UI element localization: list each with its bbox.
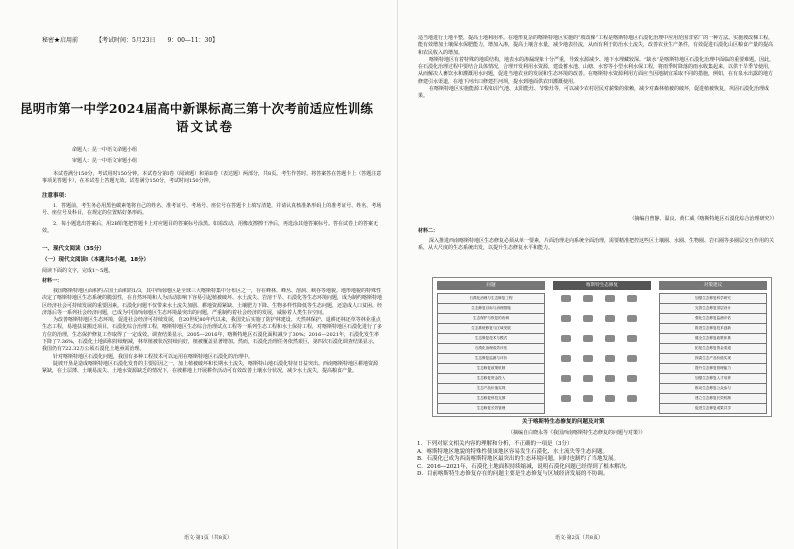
notice-1: 1．答题前，考生务必用黑色碳素笔将自己的姓名、准考证号、考场号、座位号在答题卡上填写清楚，并请认真核准条形码上的准考证号、姓名、考场号、座位号及科目，在规定的位置贴好条形码。 [42, 203, 382, 217]
landscape-photo-icon [561, 355, 571, 362]
material-1-label: 材料一： [42, 278, 63, 284]
landscape-photo-icon [627, 375, 637, 382]
option-a: A．喀斯特地区地貌的特殊性使该地区容易发生石漠化、水土流失等生态问题。 [417, 448, 608, 455]
material-1-body [42, 288, 382, 528]
paragraph: 陡坡开垦是造成喀斯特地区石漠化发育的主要原因之一，加上植被破坏和长期水土流失，喀斯特山地石漠化特征日益突出。西南喀斯特地区耕地资源紧缺，在土层薄、土壤易流失、土地水资源缺乏的情况下，在坡耕地上开展耕作活动可有效改善土壤水分状况，减少水土流失，提高粮食产量。 [42, 360, 379, 375]
landscape-photo-icon [627, 335, 637, 342]
diagram-countermeasure-item: 提升生态修复管理能力 [659, 363, 767, 374]
material-2-text: 深入推进西南喀斯特地区生态修复必须从单一要素，片面治理走向系统全面治理，需要精准把控这些区土壤圈、水圈、生物圈、岩石圈等多圈层交互作用的关系，从大尺度的生态系统出发，以提升生态修复水平和能力。 [418, 238, 775, 252]
diagram-header-problems: 问题 [437, 281, 545, 290]
question-1 [417, 441, 777, 479]
credit-reviewer: 审题人：昆一中语文审题小组 [72, 158, 138, 164]
diagram-countermeasure-item: 探索生态产品价值实现 [659, 353, 767, 364]
diagram-problem-item: 生态保护与恢复的协调 [437, 313, 545, 324]
page-footer-right: 语文·第2页（共8页） [555, 535, 603, 541]
section-heading: 一、现代文阅读（35分） [42, 246, 105, 252]
diagram-countermeasure-item: 加强生态修复科学研究 [659, 293, 767, 304]
diagram-countermeasure-item: 健全生态修复政策体系 [659, 333, 767, 344]
exam-title: 昆明市第一中学2024届高中新课标高三第十次考前适应性训练 [20, 101, 374, 116]
landscape-photo-icon [583, 395, 593, 402]
diagram-problem-item: 生态修复资金投入 [437, 373, 545, 384]
landscape-photo-icon [583, 335, 593, 342]
diagram-countermeasure-item: 完善生态修复顶层设计 [659, 303, 767, 314]
landscape-photo-icon [627, 395, 637, 402]
diagram-problem-item: 生态修复监测与评价 [437, 353, 545, 364]
diagram-countermeasure-item: 促进生态修复成果共享 [659, 403, 767, 414]
landscape-photo-icon [627, 295, 637, 302]
landscape-photo-icon [561, 295, 571, 302]
landscape-photo-icon [605, 295, 615, 302]
figure-caption: 关于喀斯特生态修复的问题及对策 [522, 419, 605, 425]
option-d: D．目前喀斯特生态修复存在的问题主要是生态修复与区域经济发展的不协调。 [417, 471, 609, 478]
paragraph: 喀斯特地区有着特殊的地质结构，地表水的渗漏现象十分严重，导致水源减少、地下水埋藏较深。“缺水”是喀斯特地区石漠化治理中面临的重要难题。因此，在石漠化治理过程中要结合具体情况，合理开发利用水资源，建设蓄水池、山塘、水窖等小型水利水保工程，将雨季时降落的雨水收集起来，以供干旱季节使用，从而解决人畜饮水和灌溉用水问题，促进当地农业的发展和生态环境的改善。在喀斯特水资源利用方面应当因地制宜采取不同的措施，例如，在有泉水出露的地方修建引水渠道，在地下河出口修建拦河坝，提水到地面供农田灌溉使用。 [418, 56, 775, 85]
diagram-problem-item: 生态修复技术与模式 [437, 333, 545, 344]
diagram-header-center: 喀斯特生态修复 [553, 281, 651, 290]
credit-author: 命题人：昆一中语文命题小组 [72, 147, 138, 153]
landscape-photo-icon [605, 395, 615, 402]
secret-label: 秘密★启用前 [42, 37, 79, 44]
notice-2: 2．每小题选出答案后，用2B铅笔把答题卡上对应题目的答案标号涂黑。如需改动，用橡皮擦擦干净后，再选涂其他答案标号。答在试卷上的答案无效。 [42, 221, 379, 235]
question-stem: 1．下列对原文相关内容的理解和分析，不正确的一项是（3分） [417, 441, 573, 447]
landscape-photo-icon [583, 315, 593, 322]
landscape-photo-icon [627, 315, 637, 322]
paragraph: 我国喀斯特地区面积约占国土面积的1/3，其中西南地区是全球三大喀斯特集中分布区之一，存在峰林、峰丛、溶洞、峡谷等地貌。地形地貌的特殊性决定了喀斯特地区生态系统的脆弱性，在自然环境和人为活动影响下容易引起植被破坏、水土流失、岩溶干旱、石漠化等生态环境问题，成为制约喀斯特地区经济社会可持续发展的重要因素。石漠化问题不仅带来水土流失加剧、耕地资源紧缺、土壤肥力下降、生物多样性降低等生态问题，还造成人口贫困、经济落后等一系列社会经济问题，已成为中国西南地区生态环境最突出的问题，严重制约着社会经济的发展，威胁着人类生存空间。 [42, 288, 382, 316]
ecological-diagram [432, 277, 772, 417]
diagram-countermeasure-item: 强化生态修复监测评估 [659, 313, 767, 324]
notice-title: 注意事项： [42, 193, 70, 199]
diagram-countermeasure-item: 加强生态修复人才培养 [659, 373, 767, 384]
landscape-photo-icon [605, 355, 615, 362]
landscape-photo-icon [561, 335, 571, 342]
figure-source: （摘编自白晓永等《我国西南喀斯特生态修复的问题与对策》） [508, 430, 646, 436]
paragraph: 适当地进行土地平整，提高土地利用率。在地形复杂的喀斯特地区实施的“坡改梯”工程是喀斯特地区石漠化治理中应用范围非常广的一种方法。实施坡改梯工程，能有效增加土壤保水保肥能力，增加入渗，提高土壤含水量，减少地表径流，从而有利于防治水土流失，改善农业生产条件，有效促进石漠化山区粮食产量的提高和农民收入的增加。 [418, 35, 774, 56]
exam-subtitle: 语文试卷 [176, 119, 235, 134]
landscape-photo-icon [605, 315, 615, 322]
material-2-label: 材料二： [418, 228, 439, 234]
diagram-problem-item: 生态修复政策机制 [437, 363, 545, 374]
diagram-problem-item: 生态修复长效管理 [437, 403, 545, 414]
material-1-continued [418, 35, 775, 215]
diagram-countermeasure-item: 建立生态修复长效机制 [659, 393, 767, 404]
diagram-countermeasure-item: 推动生态修复公众参与 [659, 383, 767, 394]
paragraph: 针对喀斯特地区石漠化问题，我国有多种工程技术可以运用在喀斯特地区石漠化的治理中。 [53, 353, 254, 360]
landscape-photo-icon [583, 295, 593, 302]
paragraph: 在喀斯特地区实施能源工程如沼气池、太阳能灶、节柴灶等，可以减少农村居民对薪柴的依赖，减少对森林植被的破坏，促进植被恢复，巩固石漠化治理成果。 [418, 86, 770, 100]
paragraph: 为改善喀斯特地区生态环境，促进社会经济可持续发展，自20世纪80年代以来，我国先后实施了防护林建设、天然林保护、退耕还林还草等林业重点生态工程，易地扶贫搬迁项目，石漠化综合治理工程，喀斯特地区生态综合治理试点工程等一系列生态工程和水土保持工程，对喀斯特地区石漠化进行了多方位的治理，生态保护修复工作取得了一定成效。调查结果显示，2005—2016年，喀斯特地区石漠化面积减少了30%；2016—2021年，石漠化发生率下降了7.36%，石漠化土地面积持续缩减，林草植被状况持续向好，植被覆盖显著增加。然而，石漠化治理任务依然艰巨，第四次石漠化调查结果显示，我国仍有722.32万公顷石漠化土地亟需治理。 [42, 317, 382, 353]
reading-instruction: 阅读下面的文字，完成1～5题。 [42, 268, 114, 274]
diagram-problem-item: 石漠化治理与生态修复工程 [437, 293, 545, 304]
exam-intro: 本试卷满分150分，考试用时150分钟。本试卷分第I卷（阅读题）和第II卷（表达题）两部分，共8页。考生作答时，将答案答在答题卡上（答题注意事项见答题卡），在本试卷上答题无效。试卷满分150分，考试时间150分钟。 [42, 171, 382, 185]
landscape-photo-icon [561, 315, 571, 322]
diagram-countermeasure-item: 推进生态修复技术创新 [659, 323, 767, 334]
diagram-problem-item: 生态系统修复与区域发展 [437, 323, 545, 334]
material-1-source: （摘编自曾静、温良、黄仁威《喀斯特地区石漠化综合治理研究》） [629, 216, 777, 222]
diagram-problem-item: 生态修复目标与治理措施 [437, 303, 545, 314]
exam-time: 【考试时间：5月23日 9：00—11：30】 [96, 37, 219, 44]
diagram-header-countermeasures: 对策建议 [659, 281, 767, 290]
landscape-photo-icon [605, 335, 615, 342]
diagram-problem-item: 生态产品价值实现 [437, 383, 545, 394]
page-footer-left: 语文·第1页（共8页） [184, 535, 232, 541]
subsection-heading: （一）现代文阅读Ⅰ（本题共5小题，18分） [42, 257, 150, 263]
landscape-photo-icon [561, 395, 571, 402]
diagram-problem-item: 石漠化治理成效评估 [437, 343, 545, 354]
landscape-photo-icon [583, 375, 593, 382]
diagram-countermeasure-item: 拓宽生态修复资金渠道 [659, 343, 767, 354]
option-b: B．石漠化已成为西南喀斯特地区最突出的生态环境问题，同时也制约了当地发展。 [417, 456, 620, 463]
landscape-photo-icon [605, 375, 615, 382]
option-c: C．2016—2021年，石漠化土地面积持续缩减，说明石漠化问题已经得到了根本解决。 [417, 463, 631, 470]
landscape-photo-icon [561, 375, 571, 382]
landscape-photo-icon [627, 355, 637, 362]
landscape-photo-icon [583, 355, 593, 362]
diagram-problem-item: 生态修复科技支撑 [437, 393, 545, 404]
